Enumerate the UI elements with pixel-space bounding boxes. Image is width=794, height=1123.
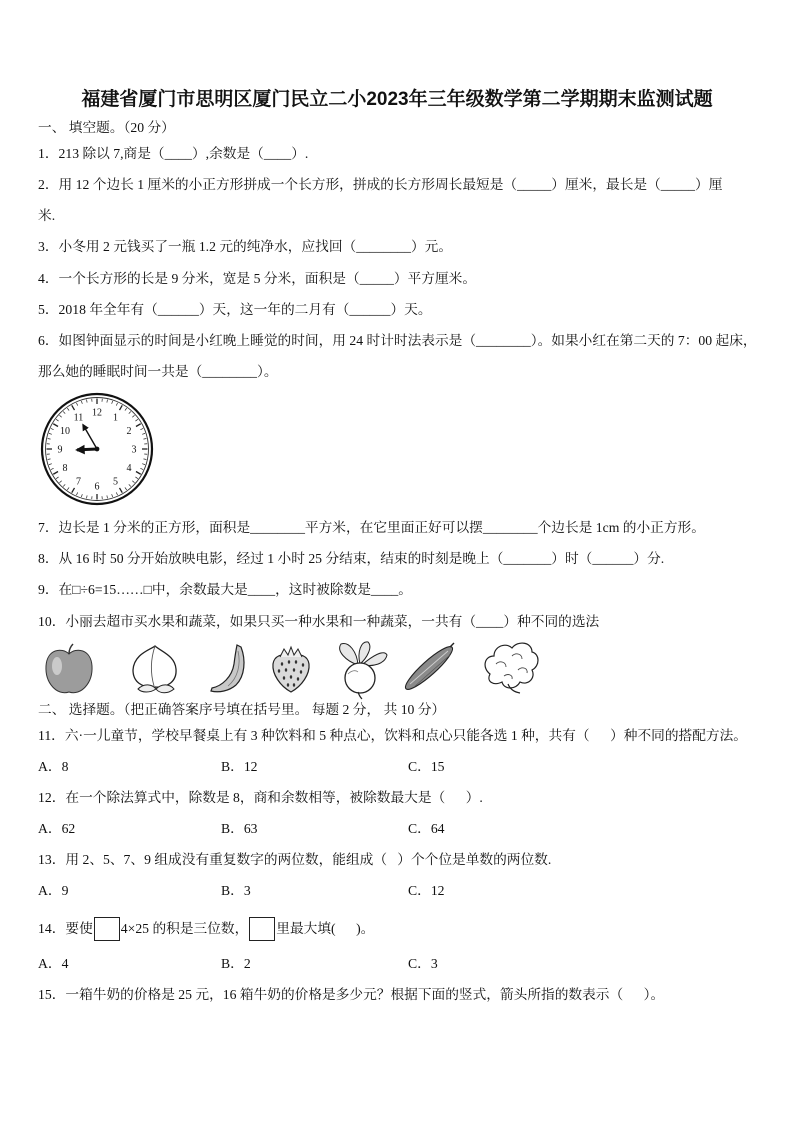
question-12-options (0, 820, 794, 838)
clock-numeral-7: 7 (76, 476, 81, 488)
strawberry-icon (273, 647, 309, 692)
apple-icon (46, 644, 92, 693)
page-title: 福建省厦门市思明区厦门民立二小2023年三年级数学第二学期期末监测试题 (81, 89, 713, 110)
question-1: 1．213 除以 7,商是（____）,余数是（____）. (38, 146, 309, 161)
clock-numeral-4: 4 (126, 463, 132, 474)
section-2-heading: 二、 选择题。（把正确答案序号填在括号里。 每题 2 分， 共 10 分） (38, 702, 446, 717)
clock-numeral-1: 1 (113, 412, 118, 424)
option-c: C．12 (408, 883, 445, 898)
clock-numeral-3: 3 (131, 444, 137, 456)
question-14-options (0, 955, 794, 973)
option-b: B．3 (221, 883, 251, 898)
question-15: 15．一箱牛奶的价格是 25 元，16 箱牛奶的价格是多少元？根据下面的竖式，箭头所指的数表示（ ）。 (38, 987, 665, 1002)
hour-hand (77, 449, 97, 450)
question-14-text-start: 14．要使 (38, 921, 93, 936)
question-14-text-end: 里最大填( )。 (276, 921, 375, 936)
question-13: 13．用 2、5、7、9 组成没有重复数字的两位数，能组成（ ）个个位是单数的两位数. (38, 852, 552, 867)
cucumber-icon (401, 642, 456, 694)
option-b: B．63 (221, 821, 258, 836)
question-11: 11．六·一儿童节，学校早餐桌上有 3 种饮料和 5 种点心，饮料和点心只能各选 1 种，共有（ ）种不同的搭配方法。 (38, 728, 747, 743)
clock-center-pin (95, 447, 100, 452)
option-c: C．64 (408, 821, 445, 836)
question-2-line-1: 2．用 12 个边长 1 厘米的小正方形拼成一个长方形，拼成的长方形周长最短是（_____）厘米，最长是（_____）厘 (38, 177, 723, 192)
clock-numeral-5: 5 (113, 476, 118, 488)
clock-numeral-10: 10 (59, 426, 70, 437)
question-10: 10．小丽去超市买水果和蔬菜，如果只买一种水果和一种蔬菜，一共有（____）种不同的选法 (38, 614, 600, 629)
question-9: 9．在□÷6=15……□中，余数最大是____，这时被除数是____。 (38, 582, 412, 597)
option-a: A．62 (38, 821, 76, 836)
question-5: 5．2018 年全年有（______）天，这一年的二月有（______）天。 (38, 302, 432, 317)
clock-numeral-8: 8 (62, 463, 68, 474)
answer-box (249, 917, 275, 941)
question-4: 4．一个长方形的长是 9 分米，宽是 5 分米，面积是（_____）平方厘米。 (38, 271, 477, 286)
clock-numeral-12: 12 (92, 407, 102, 419)
question-2-line-2: 米. (38, 208, 56, 223)
clock-numeral-11: 11 (73, 412, 84, 424)
option-b: B．12 (221, 759, 258, 774)
question-6-line-2: 那么她的睡眠时间一共是（________）。 (38, 364, 278, 379)
question-14 (38, 916, 374, 942)
option-a: A．9 (38, 883, 69, 898)
section-1-heading: 一、 填空题。（20 分） (38, 120, 175, 135)
option-c: C．15 (408, 759, 445, 774)
option-a: A．8 (38, 759, 69, 774)
peach-icon (133, 646, 176, 693)
option-c: C．3 (408, 956, 438, 971)
question-14-text-middle: 4×25 的积是三位数， (120, 921, 249, 936)
question-8: 8．从 16 时 50 分开始放映电影，经过 1 小时 25 分结束，结束的时刻是晚上（_______）时（______）分. (38, 551, 665, 566)
radish-icon (340, 642, 387, 699)
option-a: A．4 (38, 956, 69, 971)
answer-box (94, 917, 120, 941)
question-6-line-1: 6．如图钟面显示的时间是小红晚上睡觉的时间，用 24 时计时法表示是（________）。如果小红在第二天的 7：00 起床， (38, 333, 757, 348)
banana-icon (211, 645, 244, 692)
clock-numeral-2: 2 (126, 426, 132, 437)
clock-numeral-9: 9 (57, 444, 63, 456)
clock-figure (37, 389, 157, 509)
clock-numeral-6: 6 (94, 481, 100, 493)
question-12: 12．在一个除法算式中，除数是 8，商和余数相等，被除数最大是（ ）. (38, 790, 483, 805)
produce-pictures (38, 634, 548, 700)
question-3: 3．小冬用 2 元钱买了一瓶 1.2 元的纯净水，应找回（________）元。 (38, 239, 453, 254)
option-b: B．2 (221, 956, 251, 971)
question-11-options (0, 758, 794, 776)
cauliflower-icon (485, 643, 538, 693)
question-7: 7．边长是 1 分米的正方形，面积是________平方米，在它里面正好可以摆________个边长是 1cm 的小正方形。 (38, 520, 705, 535)
question-13-options (0, 882, 794, 900)
